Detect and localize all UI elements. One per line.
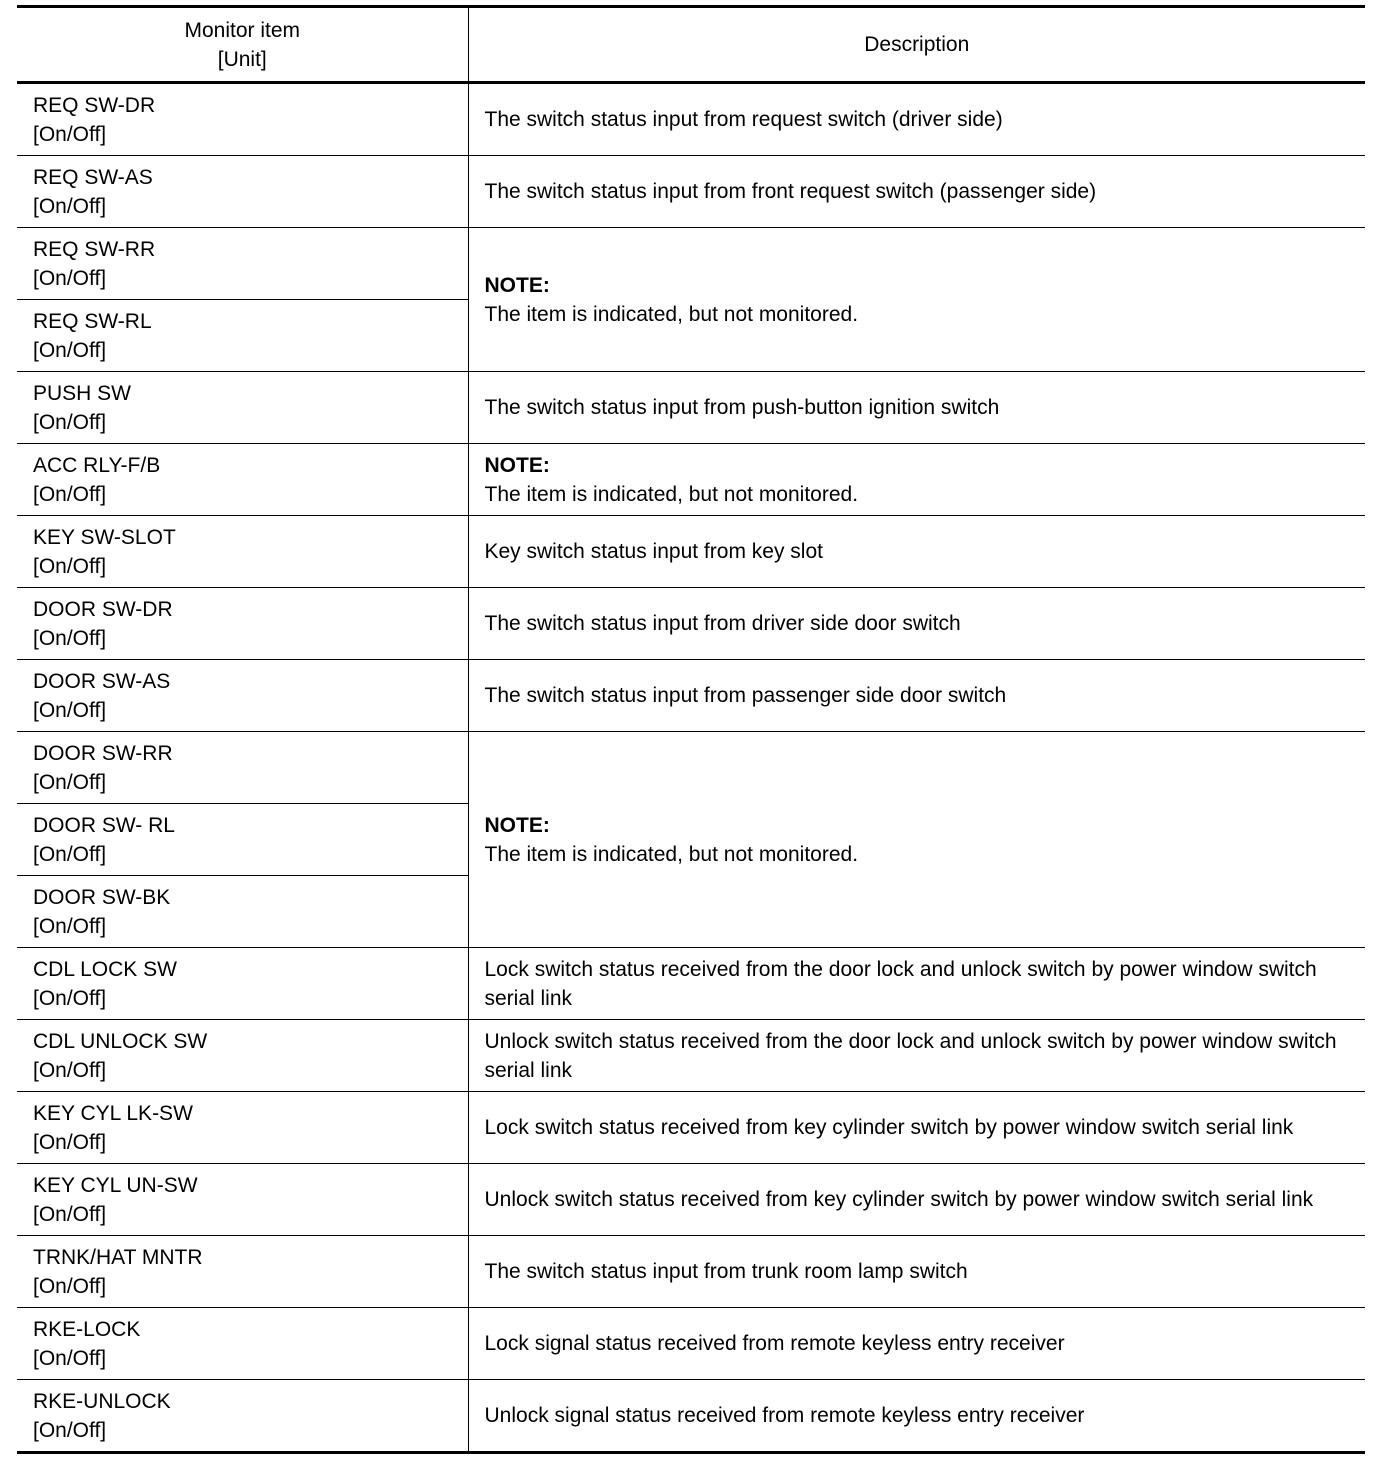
monitor-item-unit: [On/Off]: [33, 338, 107, 362]
table-row: [17, 1092, 1365, 1164]
description-text: The switch status input from passenger side door switch: [484, 684, 1007, 707]
monitor-item-unit: [On/Off]: [33, 482, 107, 506]
description-text: The switch status input from driver side door switch: [484, 612, 961, 635]
description-cell: [468, 1092, 1365, 1164]
description-cell: [468, 156, 1365, 228]
monitor-item-name: KEY CYL LK-SW: [33, 1101, 193, 1125]
description-text: Lock signal status received from remote keyless entry receiver: [484, 1332, 1065, 1355]
description-cell: [468, 1020, 1365, 1092]
description-cell: [468, 1164, 1365, 1236]
monitor-item-cell: [17, 1092, 468, 1164]
description-cell: [468, 1236, 1365, 1308]
monitor-item-name: REQ SW-RR: [33, 237, 156, 261]
monitor-item-unit: [On/Off]: [33, 194, 107, 218]
description-cell: [468, 516, 1365, 588]
monitor-item-cell: [17, 372, 468, 444]
table-row: [17, 588, 1365, 660]
monitor-item-cell: [17, 1236, 468, 1308]
monitor-item-name: REQ SW-AS: [33, 165, 153, 189]
monitor-item-cell: [17, 300, 468, 372]
table-row: [17, 948, 1365, 1020]
monitor-item-name: PUSH SW: [33, 381, 132, 405]
monitor-item-cell: [17, 444, 468, 516]
monitor-item-cell: [17, 1164, 468, 1236]
monitor-item-unit: [On/Off]: [33, 986, 107, 1010]
monitor-item-unit: [On/Off]: [33, 698, 107, 722]
description-text: Lock switch status received from key cylinder switch by power window switch serial link: [484, 1116, 1294, 1139]
monitor-item-cell: [17, 1308, 468, 1380]
description-cell: [468, 588, 1365, 660]
monitor-item-unit: [On/Off]: [33, 914, 107, 938]
table-row: [17, 1236, 1365, 1308]
header-description-label: Description: [864, 33, 970, 56]
monitor-item-name: KEY SW-SLOT: [33, 525, 176, 549]
note-label: NOTE:: [484, 273, 550, 297]
note-label: NOTE:: [484, 453, 550, 477]
monitor-item-name: TRNK/HAT MNTR: [33, 1245, 203, 1269]
monitor-item-table: [17, 5, 1365, 1454]
table-row: [17, 732, 1365, 804]
monitor-item-name: REQ SW-RL: [33, 309, 152, 333]
monitor-item-unit: [On/Off]: [33, 1418, 107, 1442]
description-text: Lock switch status received from the door lock and unlock switch by power window switch serial link: [484, 957, 1317, 1010]
monitor-item-name: REQ SW-DR: [33, 93, 156, 117]
monitor-item-name: DOOR SW-DR: [33, 597, 173, 621]
note-label: NOTE:: [484, 813, 550, 837]
description-cell: [468, 1380, 1365, 1453]
monitor-item-unit: [On/Off]: [33, 842, 107, 866]
note-text: The item is indicated, but not monitored.: [484, 482, 859, 506]
table-row: [17, 156, 1365, 228]
monitor-item-cell: [17, 83, 468, 156]
description-text: The switch status input from push-button ignition switch: [484, 396, 1000, 419]
monitor-item-name: RKE-UNLOCK: [33, 1389, 171, 1413]
monitor-item-unit: [On/Off]: [33, 1130, 107, 1154]
description-text: Unlock switch status received from key cylinder switch by power window switch serial link: [484, 1188, 1314, 1211]
monitor-item-unit: [On/Off]: [33, 626, 107, 650]
description-text: Unlock switch status received from the door lock and unlock switch by power window switch serial link: [484, 1029, 1337, 1082]
table-row: [17, 372, 1365, 444]
description-text: Key switch status input from key slot: [484, 540, 823, 563]
table-row: [17, 516, 1365, 588]
monitor-item-unit: [On/Off]: [33, 1202, 107, 1226]
monitor-item-name: DOOR SW-BK: [33, 885, 171, 909]
description-text: The switch status input from trunk room lamp switch: [484, 1260, 968, 1283]
monitor-item-unit: [On/Off]: [33, 122, 107, 146]
monitor-item-name: DOOR SW-RR: [33, 741, 173, 765]
note-text: The item is indicated, but not monitored.: [484, 302, 859, 326]
table-row: [17, 1164, 1365, 1236]
monitor-item-cell: [17, 876, 468, 948]
description-cell: [468, 1308, 1365, 1380]
monitor-item-cell: [17, 1380, 468, 1453]
monitor-item-cell: [17, 948, 468, 1020]
monitor-item-unit: [On/Off]: [33, 266, 107, 290]
header-unit-label: [Unit]: [217, 47, 267, 71]
monitor-item-name: ACC RLY-F/B: [33, 453, 161, 477]
monitor-item-cell: [17, 732, 468, 804]
description-cell: [468, 372, 1365, 444]
header-description: [468, 7, 1365, 83]
note-cell: [468, 732, 1365, 948]
monitor-item-name: RKE-LOCK: [33, 1317, 141, 1341]
table-row: [17, 83, 1365, 156]
table-row: [17, 1020, 1365, 1092]
monitor-item-cell: [17, 804, 468, 876]
monitor-item-name: CDL LOCK SW: [33, 957, 177, 981]
monitor-item-unit: [On/Off]: [33, 410, 107, 434]
monitor-item-cell: [17, 660, 468, 732]
header-item-label: Monitor item: [184, 18, 301, 42]
description-text: The switch status input from request switch (driver side): [484, 108, 1003, 131]
table-row: [17, 660, 1365, 732]
monitor-item-name: KEY CYL UN-SW: [33, 1173, 198, 1197]
monitor-item-unit: [On/Off]: [33, 1346, 107, 1370]
description-text: The switch status input from front request switch (passenger side): [484, 180, 1097, 203]
header-monitor-item: [17, 7, 468, 83]
description-cell: [468, 948, 1365, 1020]
note-cell: [468, 444, 1365, 516]
monitor-item-cell: [17, 588, 468, 660]
monitor-item-unit: [On/Off]: [33, 1058, 107, 1082]
monitor-item-cell: [17, 228, 468, 300]
monitor-item-cell: [17, 1020, 468, 1092]
table-row: [17, 1308, 1365, 1380]
note-text: The item is indicated, but not monitored.: [484, 842, 859, 866]
monitor-item-cell: [17, 516, 468, 588]
monitor-item-unit: [On/Off]: [33, 770, 107, 794]
description-cell: [468, 83, 1365, 156]
monitor-item-unit: [On/Off]: [33, 1274, 107, 1298]
monitor-item-name: DOOR SW-AS: [33, 669, 171, 693]
description-cell: [468, 660, 1365, 732]
monitor-item-unit: [On/Off]: [33, 554, 107, 578]
table-row: [17, 228, 1365, 300]
monitor-item-cell: [17, 156, 468, 228]
table-header-row: [17, 7, 1365, 83]
description-text: Unlock signal status received from remote keyless entry receiver: [484, 1404, 1085, 1427]
table-row: [17, 1380, 1365, 1453]
monitor-item-name: CDL UNLOCK SW: [33, 1029, 208, 1053]
monitor-item-name: DOOR SW- RL: [33, 813, 175, 837]
note-cell: [468, 228, 1365, 372]
table-row: [17, 444, 1365, 516]
